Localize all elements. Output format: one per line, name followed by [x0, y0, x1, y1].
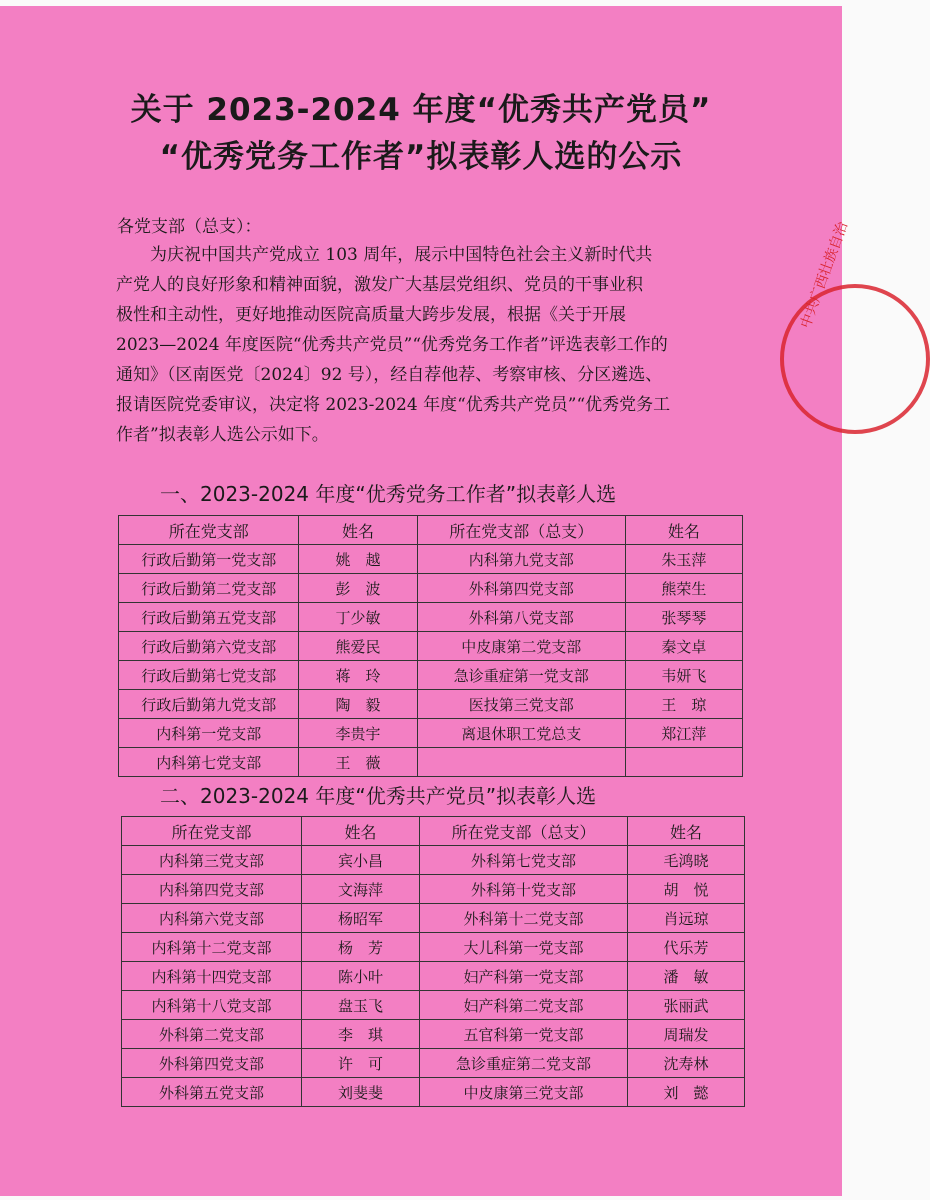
branch-cell: 急诊重症第一党支部 — [417, 661, 625, 690]
table-row — [119, 690, 743, 719]
name-cell: 丁少敏 — [299, 603, 417, 632]
table-row — [122, 904, 745, 933]
name-cell: 周瑞发 — [628, 1020, 745, 1049]
branch-cell: 妇产科第二党支部 — [420, 991, 628, 1020]
column-header: 所在党支部 — [119, 516, 299, 545]
branch-cell: 中皮康第二党支部 — [417, 632, 625, 661]
branch-cell: 医技第三党支部 — [417, 690, 625, 719]
name-cell: 毛鸿晓 — [628, 846, 745, 875]
section-heading-party-members: 二、2023-2024 年度“优秀共产党员”拟表彰人选 — [160, 784, 597, 808]
salutation: 各党支部（总支）： — [117, 217, 262, 237]
name-cell: 熊荣生 — [625, 574, 742, 603]
name-cell: 刘 懿 — [628, 1078, 745, 1107]
name-cell: 姚 越 — [299, 545, 417, 574]
branch-cell: 中皮康第三党支部 — [420, 1078, 628, 1107]
column-header: 姓名 — [625, 516, 742, 545]
table-row — [122, 875, 745, 904]
branch-cell: 离退休职工党总支 — [417, 719, 625, 748]
branch-cell: 外科第七党支部 — [420, 846, 628, 875]
name-cell: 李贵宇 — [299, 719, 417, 748]
table-header-row — [122, 817, 745, 846]
branch-cell: 行政后勤第七党支部 — [119, 661, 299, 690]
name-cell: 熊爱民 — [299, 632, 417, 661]
section-heading-party-workers: 一、2023-2024 年度“优秀党务工作者”拟表彰人选 — [160, 482, 617, 506]
name-cell: 许 可 — [302, 1049, 420, 1078]
name-cell: 彭 波 — [299, 574, 417, 603]
official-seal-text: 中共广西壮族自治 — [797, 219, 852, 331]
branch-cell: 急诊重症第二党支部 — [420, 1049, 628, 1078]
branch-cell: 五官科第一党支部 — [420, 1020, 628, 1049]
branch-cell: 内科第十二党支部 — [122, 933, 302, 962]
branch-cell: 外科第二党支部 — [122, 1020, 302, 1049]
branch-cell: 妇产科第一党支部 — [420, 962, 628, 991]
document-title-line1: 关于 2023-2024 年度“优秀共产党员” — [130, 92, 712, 128]
body-paragraph-line: 产党人的良好形象和精神面貌，激发广大基层党组织、党员的干事业积 — [116, 275, 643, 295]
name-cell: 杨昭军 — [302, 904, 420, 933]
name-cell: 宾小昌 — [302, 846, 420, 875]
branch-cell: 内科第九党支部 — [417, 545, 625, 574]
name-cell — [625, 748, 742, 777]
table-row — [122, 846, 745, 875]
name-cell: 潘 敏 — [628, 962, 745, 991]
table-row — [122, 962, 745, 991]
name-cell: 郑江萍 — [625, 719, 742, 748]
table-row — [119, 574, 743, 603]
column-header: 所在党支部（总支） — [420, 817, 628, 846]
table-row — [122, 991, 745, 1020]
branch-cell: 内科第十四党支部 — [122, 962, 302, 991]
branch-cell: 外科第八党支部 — [417, 603, 625, 632]
branch-cell: 外科第十二党支部 — [420, 904, 628, 933]
branch-cell: 外科第十党支部 — [420, 875, 628, 904]
name-cell: 秦文卓 — [625, 632, 742, 661]
body-paragraph-line: 报请医院党委审议，决定将 2023-2024 年度“优秀共产党员”“优秀党务工 — [116, 395, 671, 415]
body-paragraph-line: 为庆祝中国共产党成立 103 周年，展示中国特色社会主义新时代共 — [116, 245, 653, 265]
table-row — [119, 719, 743, 748]
body-paragraph-line: 2023—2024 年度医院“优秀共产党员”“优秀党务工作者”评选表彰工作的 — [116, 335, 668, 355]
name-cell: 陶 毅 — [299, 690, 417, 719]
name-cell: 盘玉飞 — [302, 991, 420, 1020]
branch-cell: 行政后勤第五党支部 — [119, 603, 299, 632]
table-row — [122, 933, 745, 962]
name-cell: 张琴琴 — [625, 603, 742, 632]
column-header: 姓名 — [628, 817, 745, 846]
branch-cell: 行政后勤第二党支部 — [119, 574, 299, 603]
name-cell: 胡 悦 — [628, 875, 745, 904]
column-header: 所在党支部 — [122, 817, 302, 846]
column-header: 所在党支部（总支） — [417, 516, 625, 545]
table-row — [122, 1078, 745, 1107]
branch-cell: 内科第一党支部 — [119, 719, 299, 748]
table-row — [119, 661, 743, 690]
table-row — [119, 603, 743, 632]
branch-cell: 外科第五党支部 — [122, 1078, 302, 1107]
name-cell: 韦妍飞 — [625, 661, 742, 690]
name-cell: 刘斐斐 — [302, 1078, 420, 1107]
name-cell: 陈小叶 — [302, 962, 420, 991]
branch-cell: 内科第四党支部 — [122, 875, 302, 904]
name-cell: 张丽武 — [628, 991, 745, 1020]
table-header-row — [119, 516, 743, 545]
body-paragraph-line: 通知》（区南医党〔2024〕92 号），经自荐他荐、考察审核、分区遴选、 — [116, 365, 663, 385]
branch-cell: 行政后勤第九党支部 — [119, 690, 299, 719]
branch-cell — [417, 748, 625, 777]
name-cell: 蒋 玲 — [299, 661, 417, 690]
party-workers-table — [118, 515, 743, 777]
table-row — [122, 1020, 745, 1049]
name-cell: 王 琼 — [625, 690, 742, 719]
branch-cell: 内科第三党支部 — [122, 846, 302, 875]
body-paragraph-line: 极性和主动性，更好地推动医院高质量大跨步发展，根据《关于开展 — [116, 305, 626, 325]
table-row — [119, 545, 743, 574]
table-row — [119, 632, 743, 661]
branch-cell: 内科第六党支部 — [122, 904, 302, 933]
branch-cell: 行政后勤第一党支部 — [119, 545, 299, 574]
name-cell: 李 琪 — [302, 1020, 420, 1049]
party-members-table — [121, 816, 745, 1107]
table-row — [122, 1049, 745, 1078]
branch-cell: 外科第四党支部 — [417, 574, 625, 603]
body-paragraph-line: 作者”拟表彰人选公示如下。 — [116, 425, 329, 445]
name-cell: 文海萍 — [302, 875, 420, 904]
name-cell: 朱玉萍 — [625, 545, 742, 574]
column-header: 姓名 — [302, 817, 420, 846]
name-cell: 代乐芳 — [628, 933, 745, 962]
name-cell: 王 薇 — [299, 748, 417, 777]
table-row — [119, 748, 743, 777]
branch-cell: 大儿科第一党支部 — [420, 933, 628, 962]
column-header: 姓名 — [299, 516, 417, 545]
document-title-line2: “优秀党务工作者”拟表彰人选的公示 — [159, 139, 683, 175]
name-cell: 杨 芳 — [302, 933, 420, 962]
branch-cell: 外科第四党支部 — [122, 1049, 302, 1078]
name-cell: 沈寿林 — [628, 1049, 745, 1078]
name-cell: 肖远琼 — [628, 904, 745, 933]
document-page — [0, 6, 852, 1196]
branch-cell: 行政后勤第六党支部 — [119, 632, 299, 661]
branch-cell: 内科第十八党支部 — [122, 991, 302, 1020]
branch-cell: 内科第七党支部 — [119, 748, 299, 777]
